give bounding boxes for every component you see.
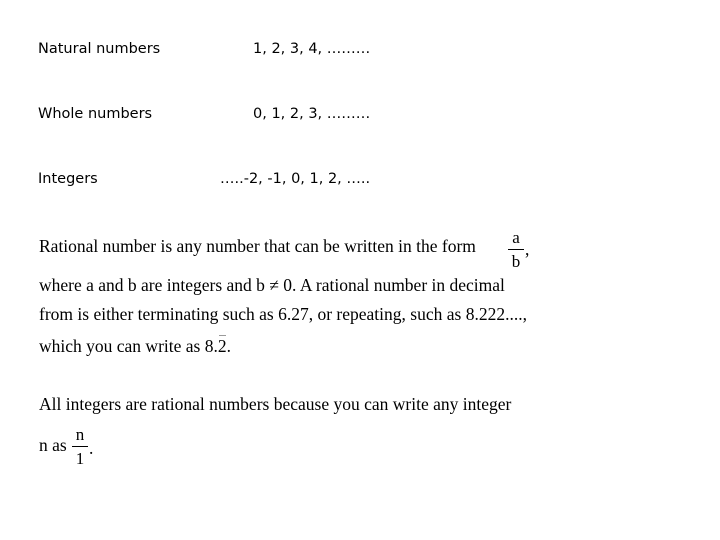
rational-line-2: where a and b are integers and b ≠ 0. A rational number in decimal — [39, 275, 505, 295]
fraction-numerator: n — [75, 425, 85, 444]
fraction-bar — [72, 446, 88, 447]
fraction-a-over-b — [508, 229, 524, 270]
rational-line-4-end: . — [226, 336, 231, 356]
rational-line-3: from is either terminating such as 6.27, or repeating, such as 8.222...., — [39, 304, 527, 324]
fraction-numerator: a — [512, 228, 520, 247]
rational-line-1-end: , — [525, 239, 530, 259]
rational-line-4-prefix: which you can write as 8. — [39, 336, 218, 356]
integers-note-line-2-end: . — [89, 438, 94, 458]
fraction-n-over-1 — [72, 426, 88, 467]
row-value: …..-2, -1, 0, 1, 2, ….. — [220, 171, 371, 187]
fraction-denominator: 1 — [75, 449, 85, 468]
integers-note-line-2-prefix: n as — [39, 435, 67, 455]
rational-line-4 — [39, 338, 231, 356]
row-label: Integers — [38, 171, 98, 187]
row-label: Natural numbers — [38, 41, 161, 57]
fraction-denominator: b — [511, 252, 521, 271]
fraction-bar — [508, 249, 524, 250]
repeating-digit: 2 — [217, 336, 227, 356]
row-value: 1, 2, 3, 4, ……… — [253, 41, 371, 57]
row-value: 0, 1, 2, 3, ……… — [253, 106, 371, 122]
integers-note-line-1: All integers are rational numbers because you can write any integer — [39, 394, 512, 414]
row-label: Whole numbers — [38, 106, 153, 122]
rational-line-1: Rational number is any number that can be written in the form — [39, 236, 476, 256]
